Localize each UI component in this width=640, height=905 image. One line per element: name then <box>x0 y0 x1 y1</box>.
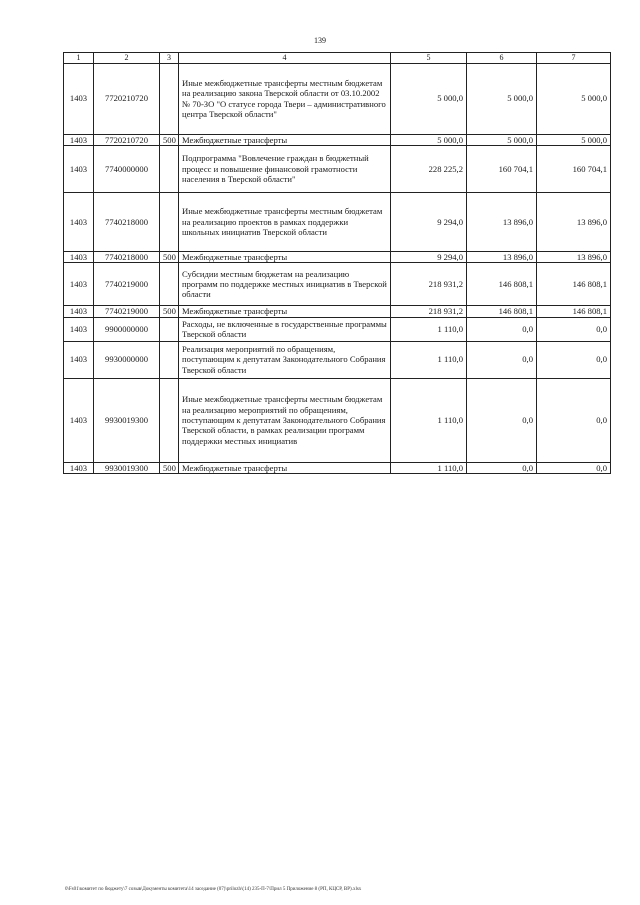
cell-name: Субсидии местным бюджетам на реализацию программ по поддержке местных инициатив в Тверской области <box>179 263 391 306</box>
cell-expense-type: 500 <box>160 462 179 473</box>
cell-name: Иные межбюджетные трансферты местным бюджетам на реализацию закона Тверской области от 03.10.2002 № 70-ЗО "О статусе города Твери – административного центра Тверской области" <box>179 63 391 134</box>
cell-expense-type: 500 <box>160 251 179 262</box>
cell-target-code: 9930019300 <box>94 462 160 473</box>
column-header-2: 2 <box>94 53 160 64</box>
cell-target-code: 9930000000 <box>94 341 160 378</box>
cell-amount-6: 146 808,1 <box>467 306 537 317</box>
column-header-7: 7 <box>537 53 611 64</box>
cell-amount-7: 13 896,0 <box>537 251 611 262</box>
file-path-footer: 0\Fs01\комитет по бюджету\7 созыв\Документы комитета\14 заседание (07)\prilozh\(14) 235-П-7\Прил 5 Приложение 8 (РП, КЦСР, ВР).xlsx <box>65 887 362 892</box>
cell-amount-5: 228 225,2 <box>391 145 467 192</box>
cell-amount-6: 5 000,0 <box>467 134 537 145</box>
cell-section: 1403 <box>64 134 94 145</box>
cell-section: 1403 <box>64 462 94 473</box>
cell-amount-6: 160 704,1 <box>467 145 537 192</box>
cell-expense-type <box>160 192 179 251</box>
cell-expense-type <box>160 145 179 192</box>
cell-target-code: 7740219000 <box>94 306 160 317</box>
column-header-5: 5 <box>391 53 467 64</box>
cell-expense-type <box>160 341 179 378</box>
cell-name: Реализация мероприятий по обращениям, поступающим к депутатам Законодательного Собрания Тверской области <box>179 341 391 378</box>
cell-target-code: 7720210720 <box>94 63 160 134</box>
cell-amount-7: 0,0 <box>537 341 611 378</box>
cell-target-code: 7740218000 <box>94 251 160 262</box>
budget-table <box>63 52 611 474</box>
cell-name: Подпрограмма "Вовлечение граждан в бюджетный процесс и повышение финансовой грамотности населения в Тверской области" <box>179 145 391 192</box>
cell-amount-7: 5 000,0 <box>537 63 611 134</box>
cell-amount-5: 1 110,0 <box>391 378 467 462</box>
cell-amount-7: 0,0 <box>537 317 611 341</box>
cell-amount-6: 0,0 <box>467 462 537 473</box>
cell-amount-6: 13 896,0 <box>467 251 537 262</box>
column-header-6: 6 <box>467 53 537 64</box>
table-row <box>64 63 611 134</box>
cell-amount-5: 1 110,0 <box>391 341 467 378</box>
cell-amount-6: 0,0 <box>467 341 537 378</box>
cell-section: 1403 <box>64 263 94 306</box>
cell-amount-7: 146 808,1 <box>537 263 611 306</box>
cell-amount-7: 0,0 <box>537 462 611 473</box>
cell-section: 1403 <box>64 145 94 192</box>
cell-name: Межбюджетные трансферты <box>179 251 391 262</box>
column-header-1: 1 <box>64 53 94 64</box>
cell-expense-type <box>160 378 179 462</box>
cell-amount-5: 218 931,2 <box>391 263 467 306</box>
cell-expense-type: 500 <box>160 134 179 145</box>
cell-amount-7: 13 896,0 <box>537 192 611 251</box>
column-header-4: 4 <box>179 53 391 64</box>
cell-name: Межбюджетные трансферты <box>179 134 391 145</box>
cell-amount-5: 1 110,0 <box>391 317 467 341</box>
cell-amount-5: 1 110,0 <box>391 462 467 473</box>
cell-section: 1403 <box>64 317 94 341</box>
cell-amount-6: 146 808,1 <box>467 263 537 306</box>
cell-name: Иные межбюджетные трансферты местным бюджетам на реализацию проектов в рамках поддержки школьных инициатив Тверской области <box>179 192 391 251</box>
cell-amount-7: 5 000,0 <box>537 134 611 145</box>
cell-target-code: 7720210720 <box>94 134 160 145</box>
column-header-3: 3 <box>160 53 179 64</box>
table-row <box>64 378 611 462</box>
table-row <box>64 462 611 473</box>
cell-expense-type: 500 <box>160 306 179 317</box>
page-number: 139 <box>314 36 326 45</box>
cell-target-code: 9930019300 <box>94 378 160 462</box>
table-row <box>64 192 611 251</box>
table-row <box>64 263 611 306</box>
cell-section: 1403 <box>64 192 94 251</box>
cell-amount-5: 5 000,0 <box>391 134 467 145</box>
cell-expense-type <box>160 317 179 341</box>
cell-amount-6: 0,0 <box>467 378 537 462</box>
table-row <box>64 145 611 192</box>
cell-amount-6: 5 000,0 <box>467 63 537 134</box>
cell-section: 1403 <box>64 341 94 378</box>
cell-amount-5: 5 000,0 <box>391 63 467 134</box>
cell-target-code: 7740219000 <box>94 263 160 306</box>
table-row <box>64 134 611 145</box>
cell-amount-5: 218 931,2 <box>391 306 467 317</box>
cell-target-code: 9900000000 <box>94 317 160 341</box>
cell-amount-7: 0,0 <box>537 378 611 462</box>
cell-name: Межбюджетные трансферты <box>179 306 391 317</box>
cell-amount-5: 9 294,0 <box>391 192 467 251</box>
table-row <box>64 251 611 262</box>
cell-name: Расходы, не включенные в государственные программы Тверской области <box>179 317 391 341</box>
table-row <box>64 306 611 317</box>
cell-expense-type <box>160 263 179 306</box>
cell-amount-7: 160 704,1 <box>537 145 611 192</box>
cell-name: Иные межбюджетные трансферты местным бюджетам на реализацию мероприятий по обращениям, поступающим к депутатам Законодательного Собрания Тверской области, в рамках реализации программ поддержки местных инициатив <box>179 378 391 462</box>
table-row <box>64 317 611 341</box>
cell-section: 1403 <box>64 378 94 462</box>
cell-section: 1403 <box>64 63 94 134</box>
cell-amount-6: 0,0 <box>467 317 537 341</box>
cell-expense-type <box>160 63 179 134</box>
table-row <box>64 341 611 378</box>
cell-section: 1403 <box>64 306 94 317</box>
cell-amount-5: 9 294,0 <box>391 251 467 262</box>
table-body <box>64 63 611 473</box>
table-header-row <box>64 53 611 64</box>
cell-target-code: 7740000000 <box>94 145 160 192</box>
cell-target-code: 7740218000 <box>94 192 160 251</box>
cell-name: Межбюджетные трансферты <box>179 462 391 473</box>
cell-section: 1403 <box>64 251 94 262</box>
cell-amount-6: 13 896,0 <box>467 192 537 251</box>
cell-amount-7: 146 808,1 <box>537 306 611 317</box>
